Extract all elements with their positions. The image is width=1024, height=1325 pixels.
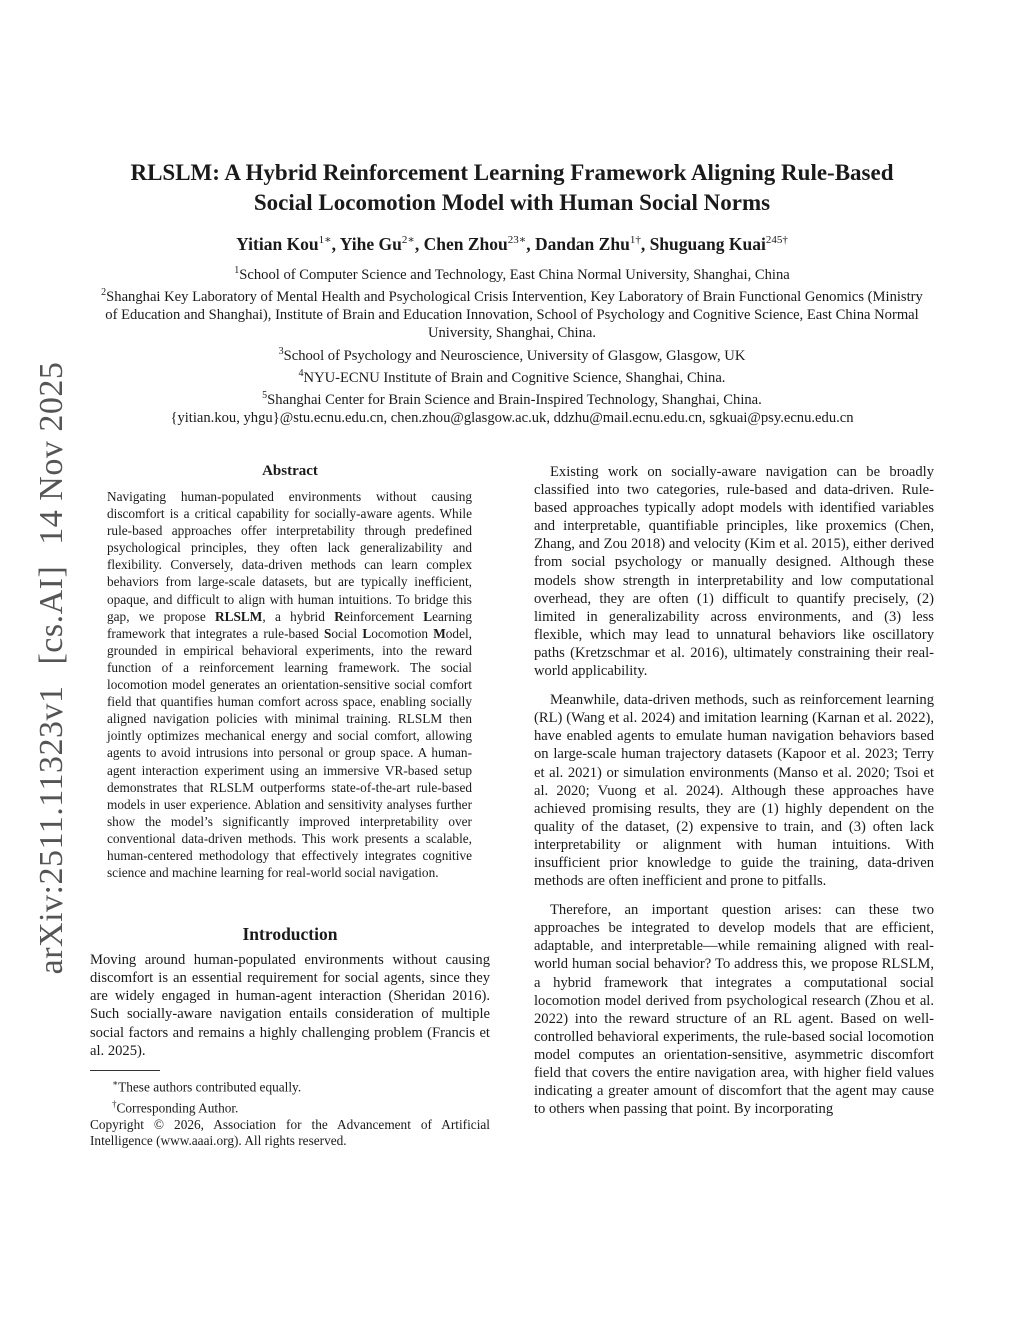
abstract-acronym-letter: L [362,625,372,641]
author-name: Chen Zhou [423,233,508,254]
paper-title [100,158,924,218]
affiliation-num: 1 [234,265,240,276]
abstract-part: ocial [331,625,363,641]
author-list: Yitian Kou$^{1∗}$, Yihe $Gu^{2∗}$, Chen Zhou$^{23∗}$, Dandan Zhu$^{1\dagger}$, Shuguang Kuai$^{245\dagger}$ [236,233,788,254]
affiliation-num: 2 [101,287,107,299]
abstract-heading: Abstract [262,463,318,479]
abstract-part: earning framework that integrates a rule-based [107,608,472,641]
emails: {yitian.kou, yhgu}@stu.ecnu.edu.cn, chen.zhou@glasgow.ac.uk, ddzhu@mail.ecnu.edu.cn, sgkuai@psy.ecnu.edu.cn [170,409,854,426]
author-mark: 23∗ [507,234,527,246]
affiliation-text: NYU-ECNU Institute of Brain and Cognitive Science, Shanghai, China. [303,369,726,386]
abstract-acronym-letter: M [433,625,446,641]
affiliation-num: 5 [262,389,268,401]
footnote-text: These authors contributed equally. [118,1079,302,1095]
abstract-acronym-letter: L [423,608,433,624]
affiliation [100,284,924,342]
author-mark: 245† [765,234,788,246]
footnote-equal-contribution [90,1075,490,1096]
body-paragraph: Existing work on socially-aware navigation can be broadly classified into two categories, rule-based and data-driven. Rule-based approaches typically adopt models with identified variables and interpretable, quantifiable principles, like proxemics (Chen, Zhang, and Zou 2018) and velocity (Kim et al. 2015), either derived from social psychology or manually designed. Although these models show strength in interpretability and low computational overhead, they are often (1) difficult to quantify precisely, (2) limited in generalizability across environments, and (3) less flexible, which may lead to unnatural behaviors like oscillatory paths (Kretzschmar et al. 2016), ultimately constraining their real-world applicability. [534,464,934,680]
author-name: Dandan Zhu [534,233,630,254]
author-mark: 1† [629,234,641,246]
introduction-paragraph: Moving around human-populated environments without causing discomfort is an essential requirement for social agents, since they are widely engaged in human-agent interaction (Sheridan 2016). Such socially-aware navigation entails consideration of multiple social factors and remains a highly challenging problem (Francis et al. 2025). [90,952,490,1059]
title-line-1: RLSLM: A Hybrid Reinforcement Learning Framework Aligning Rule-Based [130,160,894,185]
arxiv-id: arXiv:2511.11323v1 [33,685,70,975]
affiliation-text: Shanghai Key Laboratory of Mental Health and Psychological Crisis Intervention, Key Laboratory of Brain Functional Genomics (Ministry of Education and Shanghai), Institute of Brain and Education Innovation, School of Psychology and Cognitive Science, East China Normal University, Shanghai, China. [105,288,923,342]
footnote-divider [90,1070,160,1071]
author-mark: 1∗ [318,234,332,246]
introduction-heading: Introduction [242,924,338,945]
footnote-text: Corresponding Author. [116,1100,239,1116]
footnote-corresponding [90,1096,490,1117]
affiliation-text: School of Computer Science and Technology, East China Normal University, Shanghai, China [239,266,790,283]
arxiv-date: 14 Nov 2025 [33,361,70,545]
author-name: Shuguang Kuai [649,233,766,254]
arxiv-category: [cs.AI] [33,565,70,665]
abstract-part: odel, grounded in empirical behavioral experiments, into the reward function of a reinforcement learning framework. The social locomotion model generates an orientation-sensitive social comfort field that quantifies human comfort across space, enabling socially aligned navigation policies with minimal training. RLSLM then jointly optimizes mechanical energy and social comfort, allowing agents to avoid intrusions into personal or group space. A human-agent interaction experiment using an immersive VR-based setup demonstrates that RLSLM outperforms state-of-the-art rule-based models in user experience. Ablation and sensitivity analyses further show the model’s significantly improved interpretability over conventional data-driven methods. This work presents a scalable, human-centered methodology that effectively integrates cognitive science and machine learning for real-world social navigation. [107,625,472,881]
abstract-part: ocomotion [371,625,434,641]
abstract-part: , a hybrid [262,608,335,624]
affiliation [100,262,924,284]
title-line-2: Social Locomotion Model with Human Social Norms [253,190,771,215]
abstract-text [107,488,472,881]
affiliation [100,387,924,409]
footnote-mark: † [112,1098,117,1109]
right-column [534,463,934,1129]
abstract-part: Navigating human-populated environments without causing discomfort is a critical capability for socially-aware agents. While rule-based approaches offer interpretability through predefined psychological principles, they often lack generalizability and flexibility. Conversely, data-driven methods can learn complex behaviors from large-scale datasets, but are typically inefficient, opaque, and difficult to align with human intuitions. To bridge this gap, we propose [107,489,472,624]
copyright-notice: Copyright © 2026, Association for the Advancement of Artificial Intelligence (www.aaai.org). All rights reserved. [90,1116,490,1149]
author-mark: 2∗ [401,234,415,246]
affiliation-text: Shanghai Center for Brain Science and Brain-Inspired Technology, Shanghai, China. [267,391,762,408]
affiliation-num: 3 [278,345,284,357]
abstract-acronym-letter: S [323,625,332,641]
author-name: Yitian Kou [236,233,319,254]
abstract-part: einforcement [343,608,424,624]
abstract-acronym-letter: R [334,608,344,624]
footnote-mark: ∗ [112,1077,119,1088]
affiliation [100,343,924,365]
author-name: Yihe Gu [339,233,402,254]
body-paragraph: Therefore, an important question arises: can these two approaches be integrated to develop models that are efficient, adaptable, and interpretable—while remaining aligned with real-world human social behavior? To address this, we propose RLSLM, a hybrid framework that integrates a computational social locomotion model derived from psychological research (Zhou et al. 2022) into the reward structure of an RL agent. Based on well-controlled behavioral experiments, the rule-based social locomotion model computes an orientation-sensitive, asymmetric discomfort field that covers the entire navigation area, with higher field values indicating a greater amount of discomfort that the agent may cause to others when passing that point. By incorporating [534,902,934,1118]
abstract-model-name: RLSLM [215,608,263,624]
affiliations [100,262,924,427]
left-column [90,463,490,1150]
affiliation-num: 4 [298,367,304,379]
arxiv-stamp [33,356,71,981]
affiliation [100,365,924,387]
body-paragraph: Meanwhile, data-driven methods, such as reinforcement learning (RL) (Wang et al. 2024) and imitation learning (Karnan et al. 2022), have enabled agents to emulate human navigation behaviors based on large-scale human trajectory datasets (Kapoor et al. 2023; Terry et al. 2021) or simulation environments (Manso et al. 2020; Tsoi et al. 2020; Vuong et al. 2024). Although these approaches have achieved promising results, they are (1) highly dependent on the quality of the dataset, (2) expensive to train, and (3) often lack interpretability or alignment with human intuitions. With insufficient prior knowledge to guide the training, data-driven methods are often inefficient and prone to pitfalls. [534,692,934,890]
affiliation-text: School of Psychology and Neuroscience, University of Glasgow, Glasgow, UK [283,347,746,364]
